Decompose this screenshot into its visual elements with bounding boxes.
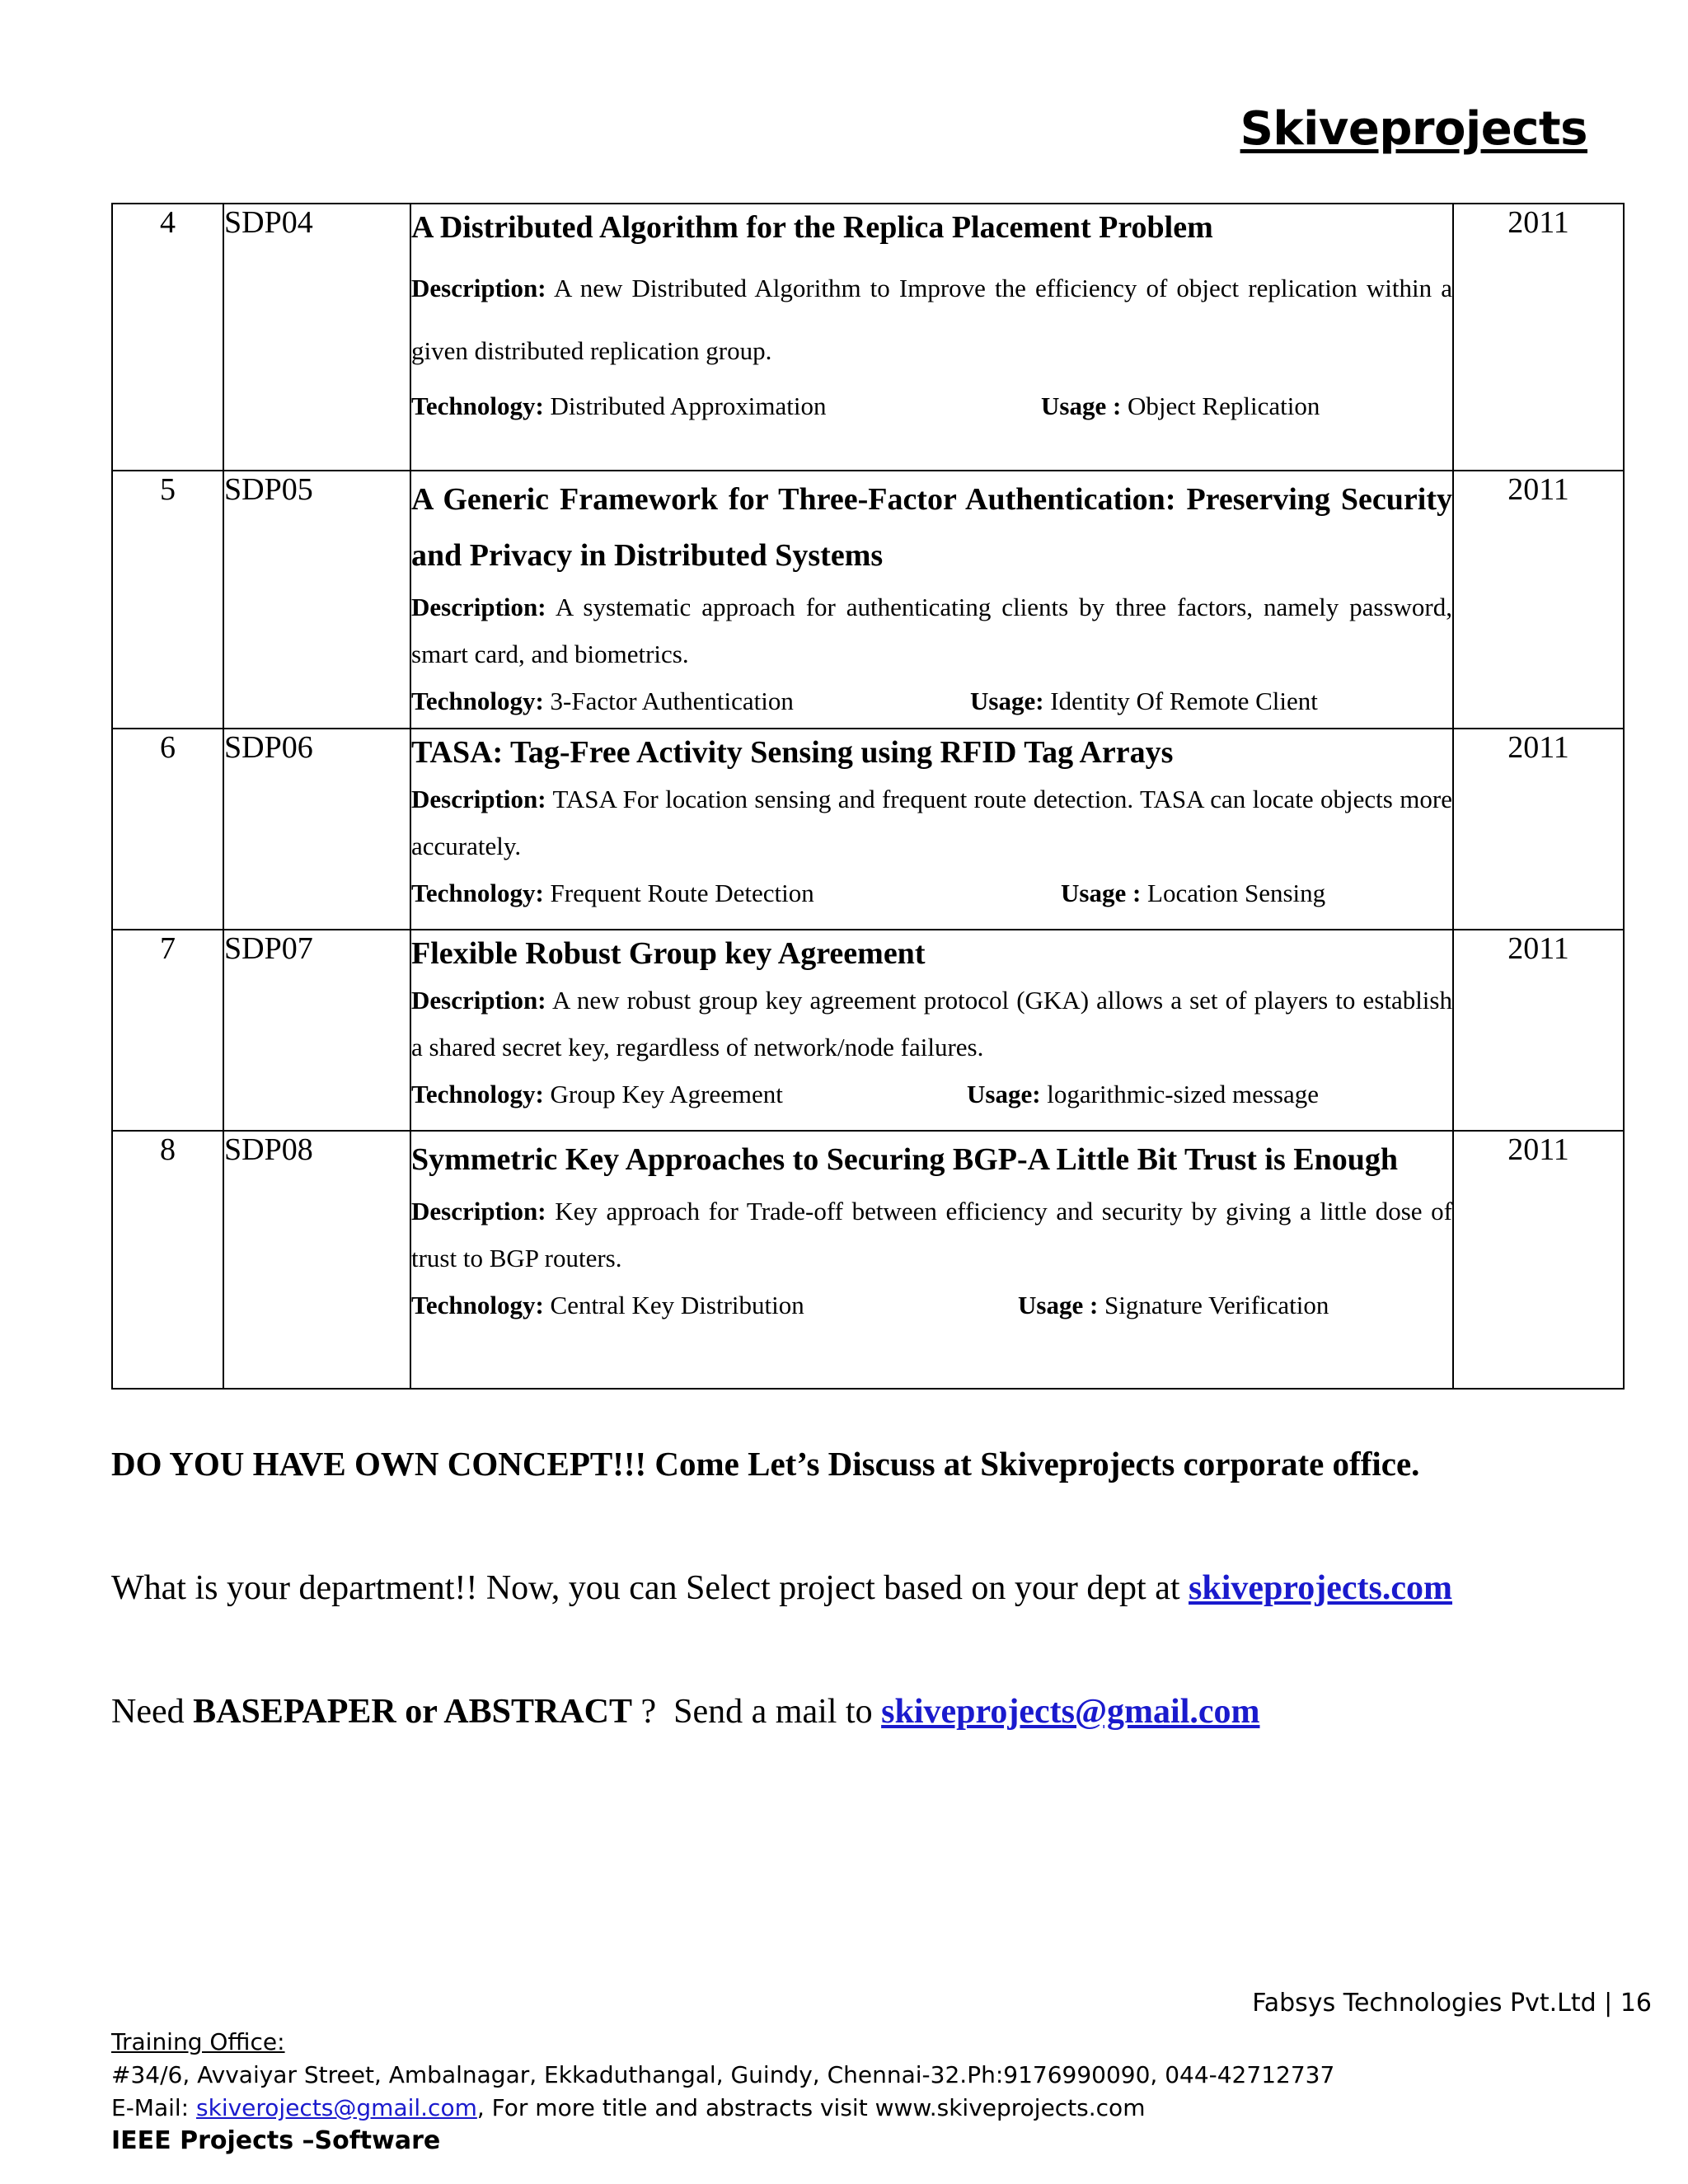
footer-email-line (111, 2092, 1334, 2125)
description-text: Key approach for Trade-off between efficiency and security by giving a little dose of trust to BGP routers. (411, 1197, 1452, 1272)
description-label: Description: (411, 274, 546, 302)
project-year: 2011 (1453, 204, 1624, 471)
technology-value: Distributed Approximation (550, 391, 827, 420)
project-code: SDP07 (223, 930, 410, 1131)
usage-value: Signature Verification (1104, 1291, 1329, 1319)
description-text: A new robust group key agreement protocol (GKA) allows a set of players to establish a shared secret key, regardless of network/node failures. (411, 986, 1452, 1062)
concept-callout: DO YOU HAVE OWN CONCEPT!!! Come Let’s Discuss at Skiveprojects corporate office. (111, 1445, 1420, 1483)
description-label: Description: (411, 593, 546, 621)
table-row (112, 729, 1624, 930)
footer-visit-text: , For more title and abstracts visit www.skiveprojects.com (476, 2094, 1146, 2121)
description-label: Description: (411, 1197, 546, 1226)
usage-value: Location Sensing (1147, 879, 1326, 907)
row-number: 8 (112, 1131, 223, 1389)
description-text: A systematic approach for authenticating clients by three factors, namely password, smart card, and biometrics. (411, 593, 1452, 668)
description-text: TASA For location sensing and frequent route detection. TASA can locate objects more accurately. (411, 785, 1452, 860)
email-label: E-Mail: (111, 2094, 197, 2121)
project-title: Symmetric Key Approaches to Securing BGP-A Little Bit Trust is Enough (411, 1142, 1399, 1177)
office-address: #34/6, Avvaiyar Street, Ambalnagar, Ekkaduthangal, Guindy, Chennai-32.Ph:9176990090, 044-42712737 (111, 2061, 1335, 2088)
project-details (410, 1131, 1453, 1389)
usage-value: logarithmic-sized message (1047, 1080, 1319, 1108)
usage (1041, 382, 1320, 429)
projects-table (111, 203, 1625, 1390)
project-description (411, 1188, 1452, 1282)
project-details (410, 204, 1453, 471)
usage (1061, 869, 1325, 916)
project-title: A Distributed Algorithm for the Replica Placement Problem (411, 210, 1213, 245)
row-number: 4 (112, 204, 223, 471)
usage-label: Usage: (970, 687, 1044, 715)
project-year: 2011 (1453, 729, 1624, 930)
footer-email-link[interactable]: skiverojects@gmail.com (196, 2094, 477, 2121)
usage-label: Usage : (1061, 879, 1142, 907)
department-text: What is your department!! Now, you can Select project based on your dept at (111, 1569, 1189, 1607)
footer (111, 2026, 1334, 2158)
mail-line (111, 1692, 1259, 1732)
project-details (410, 471, 1453, 729)
usage-value: Object Replication (1128, 391, 1320, 420)
usage (970, 677, 1318, 724)
brand-title: Skiveprojects (1240, 102, 1587, 156)
project-title: TASA: Tag-Free Activity Sensing using RFID Tag Arrays (411, 735, 1174, 770)
email-link[interactable]: skiveprojects@gmail.com (881, 1693, 1260, 1731)
project-tech-usage (411, 869, 1452, 916)
description-label: Description: (411, 785, 546, 813)
project-code: SDP04 (223, 204, 410, 471)
row-number: 6 (112, 729, 223, 930)
technology-value: Frequent Route Detection (550, 879, 814, 907)
description-text: A new Distributed Algorithm to Improve the efficiency of object replication within a given distributed replication group. (411, 274, 1452, 365)
technology-label: Technology: (411, 687, 544, 715)
project-description (411, 257, 1452, 382)
project-description (411, 583, 1452, 677)
project-code: SDP08 (223, 1131, 410, 1389)
project-title: Flexible Robust Group key Agreement (411, 936, 926, 971)
project-tech-usage (411, 677, 1452, 724)
usage-label: Usage : (1018, 1291, 1099, 1319)
technology-label: Technology: (411, 1291, 544, 1319)
project-tech-usage (411, 1282, 1452, 1329)
description-label: Description: (411, 986, 546, 1015)
project-code: SDP06 (223, 729, 410, 930)
website-link[interactable]: skiveprojects.com (1189, 1569, 1453, 1607)
table-row (112, 930, 1624, 1131)
project-tech-usage (411, 1071, 1452, 1118)
technology-value: Group Key Agreement (550, 1080, 783, 1108)
footer-company: Fabsys Technologies Pvt.Ltd | 16 (1252, 1989, 1652, 2018)
usage-value: Identity Of Remote Client (1050, 687, 1318, 715)
usage (1018, 1282, 1329, 1329)
table-row (112, 471, 1624, 729)
project-tech-usage (411, 382, 1452, 429)
training-office-label: Training Office: (111, 2028, 285, 2055)
project-details (410, 930, 1453, 1131)
technology-label: Technology: (411, 1080, 544, 1108)
basepaper-text: BASEPAPER or ABSTRACT (193, 1693, 632, 1731)
row-number: 7 (112, 930, 223, 1131)
need-text: Need (111, 1693, 194, 1731)
project-year: 2011 (1453, 930, 1624, 1131)
technology-label: Technology: (411, 391, 544, 420)
usage-label: Usage : (1041, 391, 1122, 420)
department-line (111, 1568, 1452, 1608)
project-code: SDP05 (223, 471, 410, 729)
table-row (112, 1131, 1624, 1389)
table-row (112, 204, 1624, 471)
project-title: A Generic Framework for Three-Factor Authentication: Preserving Security and Privacy in Distributed Systems (411, 482, 1452, 573)
technology-value: 3-Factor Authentication (550, 687, 794, 715)
send-mail-text: ? Send a mail to (632, 1693, 882, 1731)
usage-label: Usage: (967, 1080, 1041, 1108)
row-number: 5 (112, 471, 223, 729)
project-year: 2011 (1453, 471, 1624, 729)
project-description (411, 776, 1452, 869)
technology-value: Central Key Distribution (550, 1291, 804, 1319)
project-details (410, 729, 1453, 930)
usage (967, 1071, 1319, 1118)
technology-label: Technology: (411, 879, 544, 907)
project-year: 2011 (1453, 1131, 1624, 1389)
footer-department: IEEE Projects –Software (111, 2126, 441, 2155)
project-description (411, 977, 1452, 1071)
